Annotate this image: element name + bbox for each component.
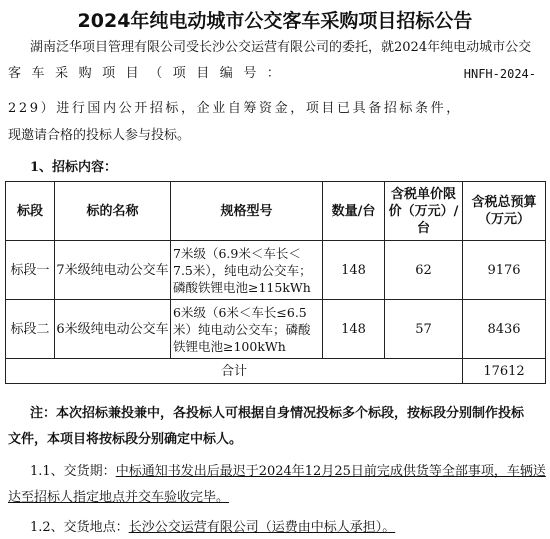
- intro-line-1: [30, 38, 544, 58]
- header-spec: 规格型号: [171, 182, 323, 241]
- section-heading: 1、招标内容：: [30, 160, 118, 175]
- table-row: [6, 241, 546, 300]
- cell-name: 7米级纯电动公交车: [55, 241, 171, 300]
- note-line-2: 文件，本项目将按标段分别确定中标人。: [8, 432, 243, 447]
- header-qty: 数量/台: [323, 182, 385, 241]
- cell-name: 6米级纯电动公交车: [55, 300, 171, 359]
- cell-lot: 标段一: [6, 241, 55, 300]
- total-label: 合计: [6, 359, 463, 384]
- intro-line-3: [8, 99, 542, 119]
- delivery-place-text: 长沙公交运营有限公司（运费由中标人承担）。: [128, 520, 396, 535]
- cell-spec: 6米级（6米＜车长≤6.5米）纯电动公交车；磷酸铁锂电池≥100kWh: [171, 300, 323, 359]
- note-line-1: 注：本次招标兼投兼中，各投标人可根据自身情况投标多个标段，按标段分别制作投标: [30, 406, 525, 421]
- cell-total: 8436: [463, 300, 546, 359]
- intro-line-2a-text: 客 车 采 购 项 目 （ 项 目 编 号 ：: [8, 66, 284, 81]
- intro-line-2b-text: HNFH-2024-: [463, 67, 536, 81]
- cell-qty: 148: [323, 300, 385, 359]
- delivery-time-line-1: [30, 462, 546, 482]
- cell-unit-price: 62: [385, 241, 463, 300]
- delivery-place-line: [30, 518, 395, 538]
- intro-line-2: [8, 64, 542, 84]
- cell-qty: 148: [323, 241, 385, 300]
- header-name: 标的名称: [55, 182, 171, 241]
- intro-line-1-text: 湖南泛华项目管理有限公司受长沙公交运营有限公司的委托，就2024年纯电动城市公交: [30, 40, 532, 55]
- total-value: 17612: [463, 359, 546, 384]
- delivery-place-label: 1.2、交货地点：: [30, 520, 129, 535]
- table-row: [6, 300, 546, 359]
- cell-lot: 标段二: [6, 300, 55, 359]
- page-title: 2024年纯电动城市公交客车采购项目招标公告: [77, 10, 473, 32]
- header-total: 含税总预算（万元）: [463, 182, 546, 241]
- cell-spec: 7米级（6.9米＜车长＜7.5米），纯电动公交车；磷酸铁锂电池≥115kWh: [171, 241, 323, 300]
- delivery-time-label: 1.1、交货期：: [30, 464, 116, 479]
- cell-unit-price: 57: [385, 300, 463, 359]
- intro-line-4-text: 现邀请合格的投标人参与投标。: [8, 128, 191, 143]
- delivery-time-text-1: 中标通知书发出后最迟于2024年12月25日前完成供货等全部事项，车辆送: [115, 464, 546, 479]
- delivery-time-line-2: 达至招标人指定地点并交车验收完毕。: [8, 490, 230, 505]
- intro-line-4: [8, 126, 190, 146]
- cell-total: 9176: [463, 241, 546, 300]
- header-lot: 标段: [6, 182, 55, 241]
- bid-table: [5, 181, 546, 384]
- table-header-row: [6, 182, 546, 241]
- header-unit-price: 含税单价限价（万元）/台: [385, 182, 463, 241]
- table-total-row: [6, 359, 546, 384]
- intro-line-3-text: 229）进行国内公开招标，企业自筹资金，项目已具备招标条件，: [8, 101, 462, 116]
